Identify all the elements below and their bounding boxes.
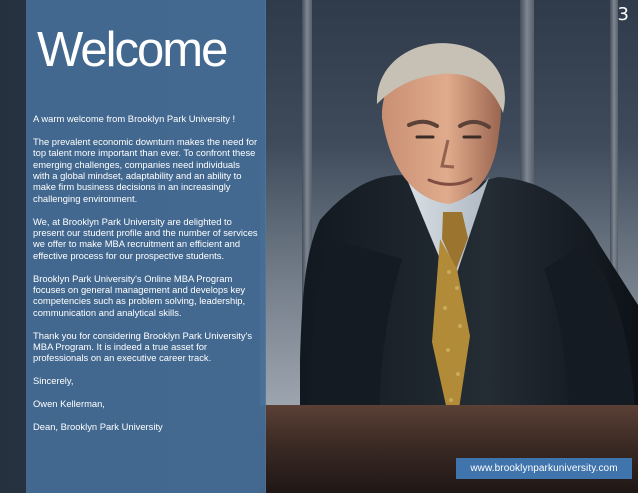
- closing-line: Sincerely,: [33, 375, 74, 387]
- body-paragraph: We, at Brooklyn Park University are delighted to present our student profile and the number of services we offer to make MBA recruitment an efficient and effective process for our prospective students.: [33, 215, 258, 261]
- body-paragraph: Thank you for considering Brooklyn Park University's MBA Program. It is indeed a true asset for professionals on an executive career track.: [33, 329, 253, 364]
- body-paragraph: The prevalent economic downturn makes the need for top talent more important than ever. To confront these emerging challenges, companies need individuals with a global mindset, adaptability and an ability to make firm business decisions in an increasingly challenging environment.: [33, 135, 258, 204]
- welcome-letter: [33, 113, 259, 444]
- signature-title: Dean, Brooklyn Park University: [33, 420, 163, 432]
- page-title: Welcome: [37, 23, 227, 77]
- body-paragraph: Brooklyn Park University's Online MBA Program focuses on general management and develops key competencies such as problem solving, leadership, communication and analytical skills.: [33, 272, 246, 318]
- website-url[interactable]: www.brooklynparkuniversity.com: [456, 458, 632, 479]
- page-number: 3: [617, 4, 629, 25]
- greeting-paragraph: A warm welcome from Brooklyn Park University !: [33, 113, 236, 124]
- signature-name: Owen Kellerman,: [33, 398, 105, 410]
- desk-surface: [260, 405, 638, 493]
